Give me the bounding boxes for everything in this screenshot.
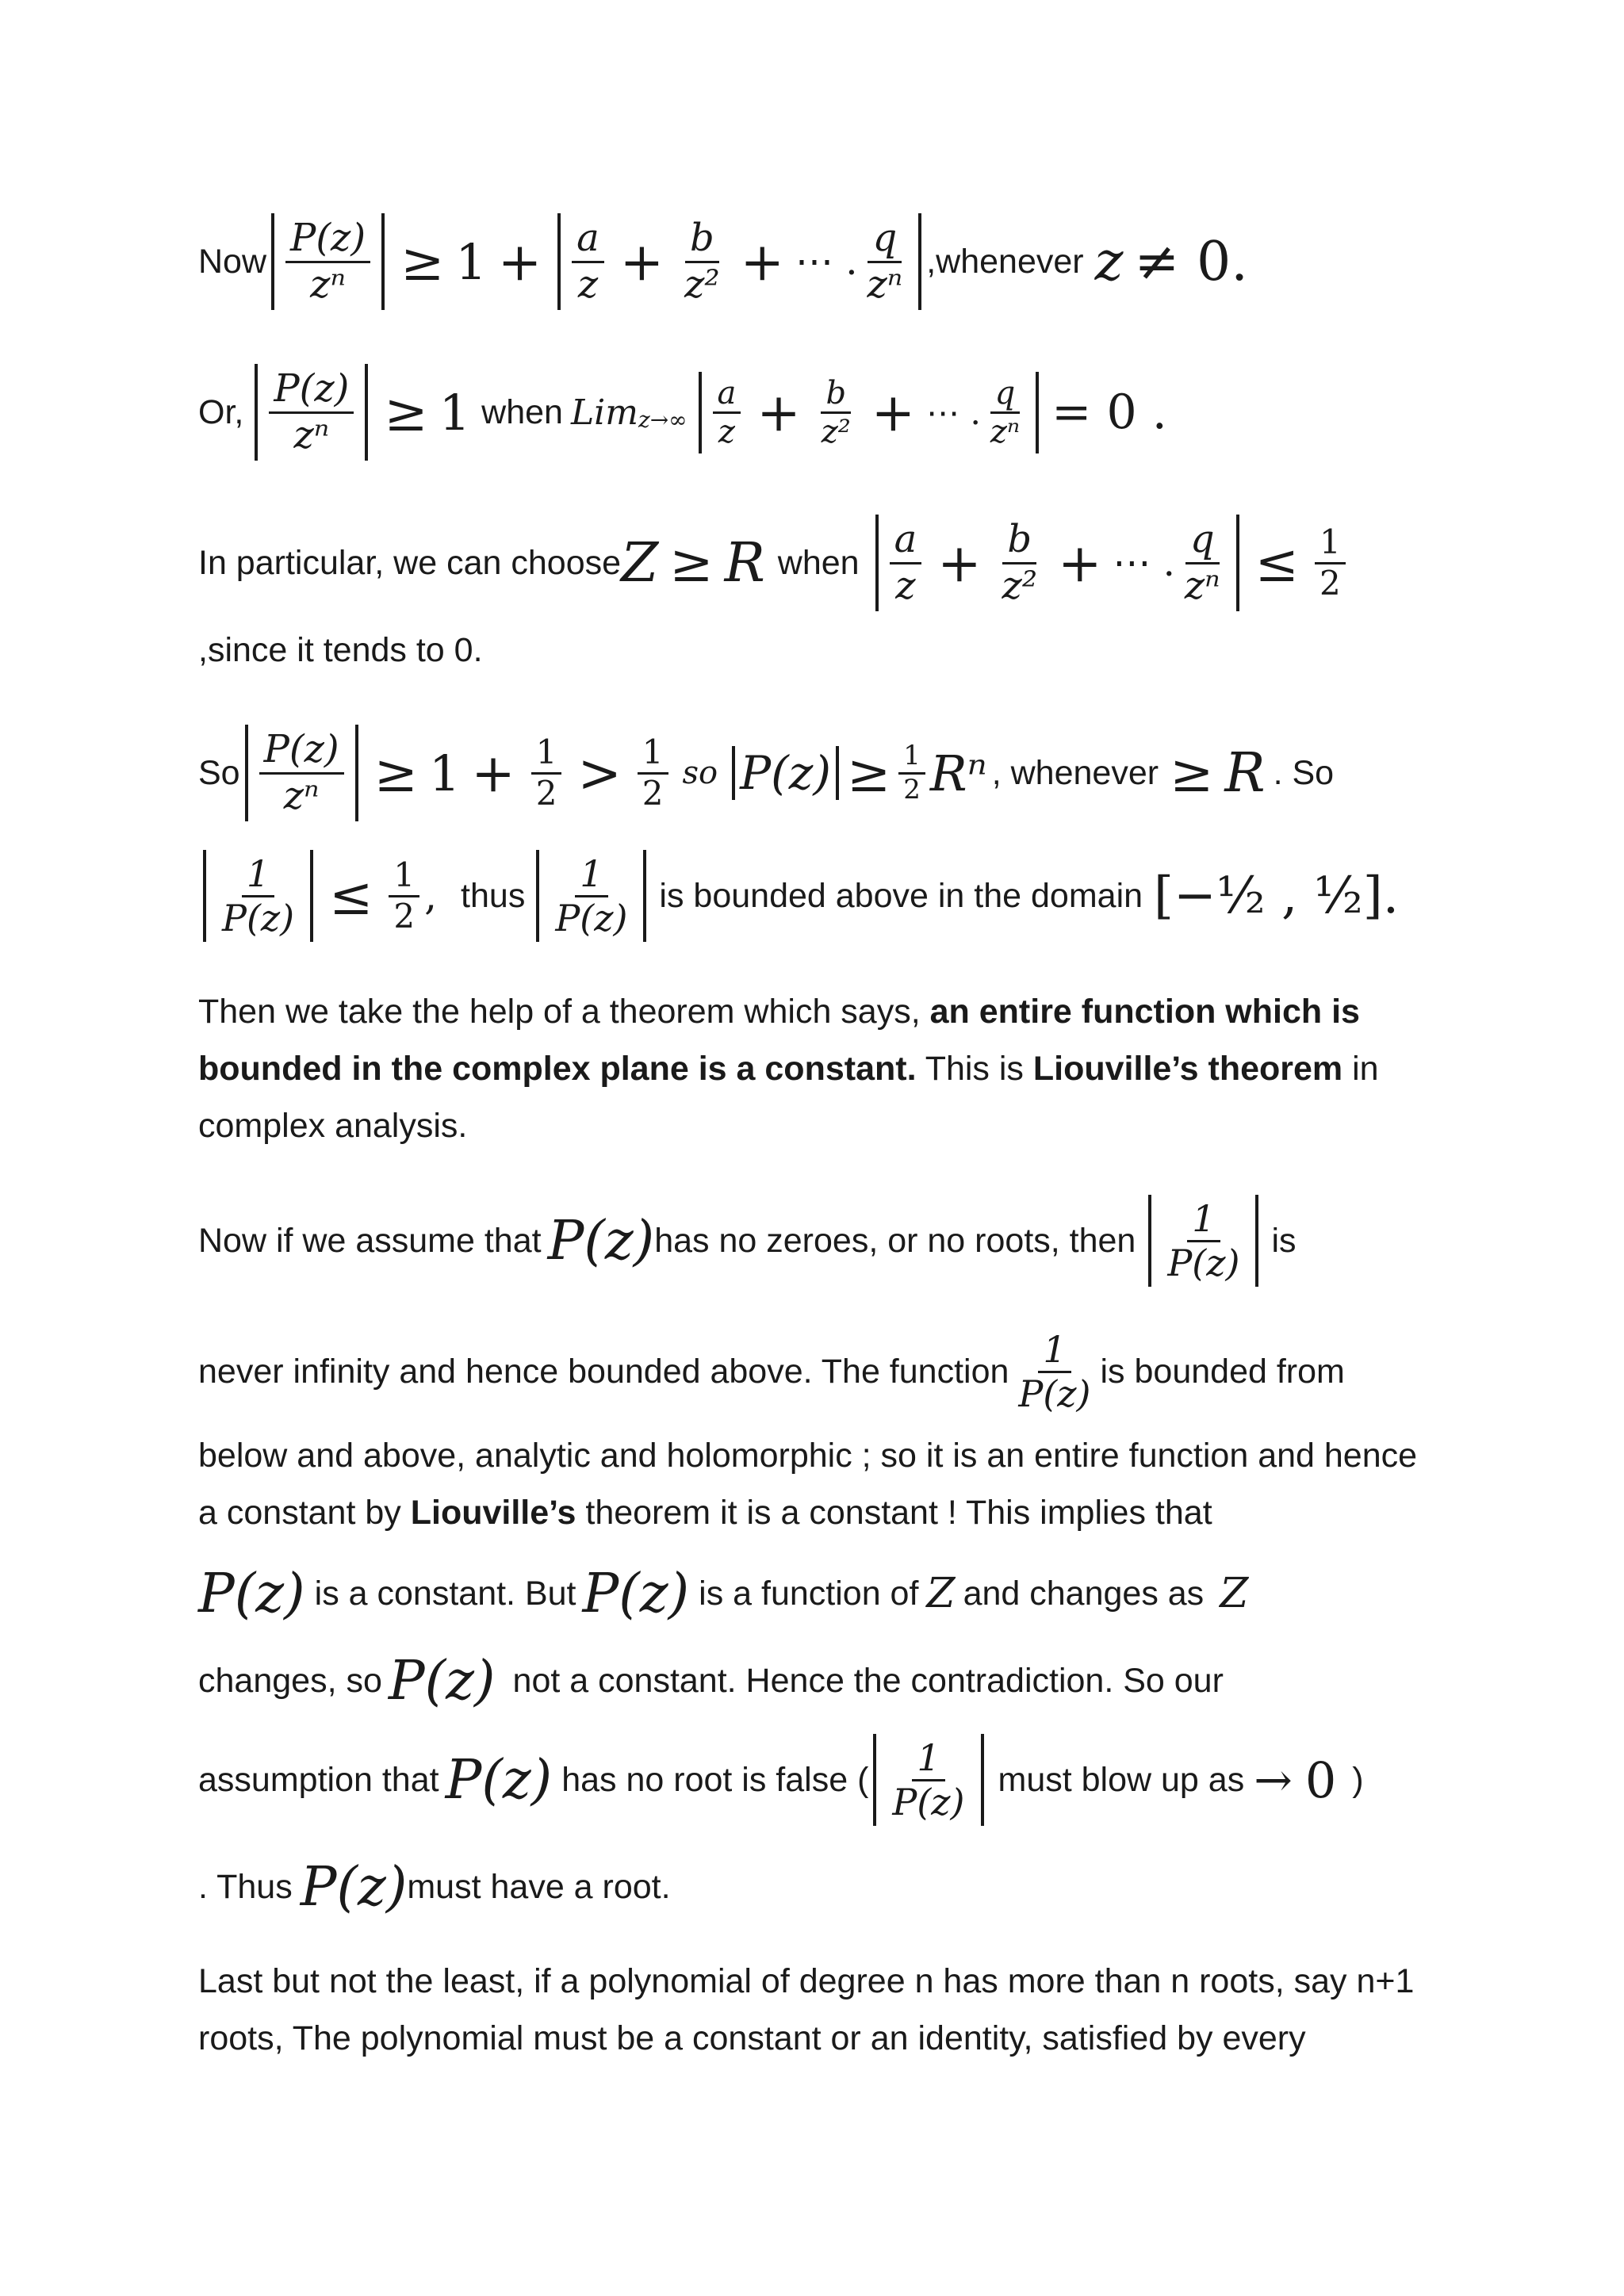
- paragraph-liouville: Then we take the help of a theorem which says, an entire function which is bounded in the complex plane is a constant. This is Liouville’s theorem in complex analysis.: [198, 993, 1379, 1145]
- abs-series: $\frac{a}{z}$ + $\frac{b}{\text{z²}}$ + ⋯ . $\frac{q}{\text{zⁿ}}$: [557, 213, 921, 309]
- equation-line-8: never infinity and hence bounded above. The function $\frac{1}{P(z)}$ is bounded from: [198, 1327, 1345, 1415]
- equation-line-12: . Thus P(z) must have a root.: [198, 1855, 671, 1919]
- equation-line-10: changes, so P(z) not a constant. Hence the contradiction. So our: [198, 1649, 1224, 1712]
- equation-line-3: In particular, we can choose Z ≥ R when $\frac{a}{z}$ + $\frac{b}{\text{z²}}$ + ⋯ . $\frac{q}{\text{zⁿ}}$ ≤ $\frac{1}{2}$: [198, 499, 1350, 626]
- equation-line-1: Now $\frac{P(z)}{\text{zⁿ}}$ ≥ 1 + $\frac{a}{z}$ + $\frac{b}{\text{z²}}$ + ⋯ . $\frac{q}{\text{zⁿ}}$ ,whenever z ≠ 0.: [198, 198, 1248, 325]
- abs-pz-over-zn: $\frac{P(z)}{\text{zⁿ}}$: [271, 213, 385, 309]
- equation-line-9: P(z) is a constant. But P(z) is a function of Z and changes as Z: [198, 1562, 1249, 1625]
- paragraph-roots: Last but not the least, if a polynomial of degree n has more than n roots, say n+1 roots, The polynomial must be a constant or an identity, satisfied by every: [198, 1962, 1415, 2057]
- equation-line-5: So $\frac{P(z)}{\text{zⁿ}}$ ≥ 1 + $\frac{1}{2}$ > $\frac{1}{2}$ so P(z) ≥ $\frac{1}{2}$ Rⁿ , whenever ≥ R . So: [198, 706, 1334, 840]
- text-line-4: ,since it tends to 0.: [198, 630, 483, 669]
- paragraph-constant: below and above, analytic and holomorphic ; so it is an entire function and hence a constant by Liouville’s theorem it is a constant ! This implies that: [198, 1437, 1418, 1532]
- equation-line-7: Now if we assume that P(z) has no zeroes, or no roots, then $\frac{1}{P(z)}$ is: [198, 1181, 1297, 1300]
- equation-line-11: assumption that P(z) has no root is false ( $\frac{1}{P(z)}$ must blow up as → 0 ): [198, 1720, 1364, 1839]
- equation-line-6: $\frac{1}{P(z)}$ ≤ $\frac{1}{2}$ , thus $\frac{1}{P(z)}$ is bounded above in the domain [−½ , ½].: [198, 836, 1399, 955]
- equation-line-2: Or, $\frac{P(z)}{\text{zⁿ}}$ ≥ 1 when Lim z→∞ $\frac{a}{z}$ + $\frac{b}{\text{z²}}$ + ⋯ . $\frac{q}{\text{zⁿ}}$ = 0 .: [198, 349, 1167, 476]
- now-label: Now: [198, 242, 267, 281]
- whenever-label: ,whenever: [926, 242, 1084, 281]
